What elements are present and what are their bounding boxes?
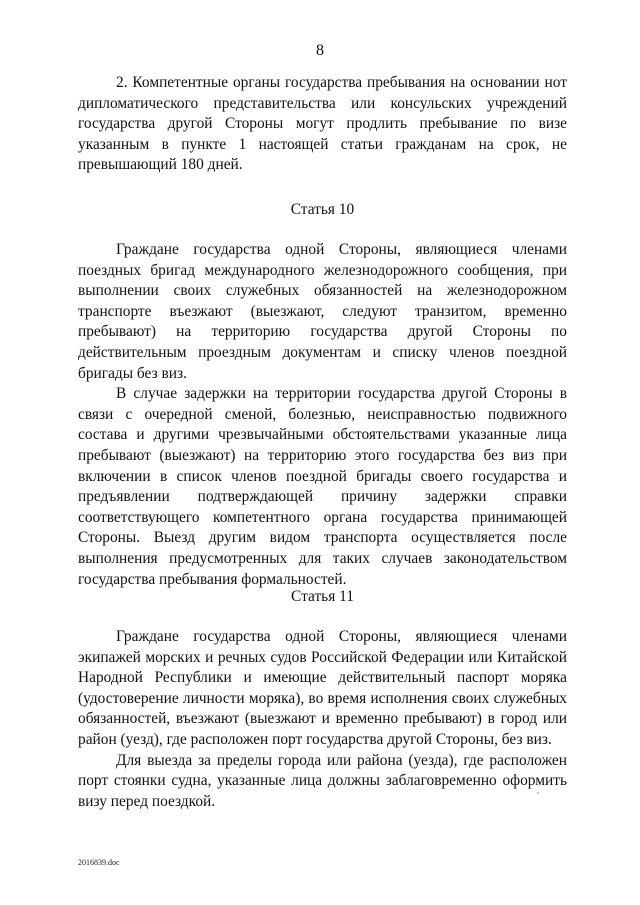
article-11-heading-block — [78, 587, 567, 608]
paragraph: Граждане государства одной Стороны, являющиеся членами поездных бригад международного железнодорожного сообщения, при выполнении своих служебных обязанностей на железнодорожном транспорте въезжают (выезжают, следуют транзитом, временно пребывают) на территорию государства другой Стороны по действительным проездным документам и списку членов поездной бригады без виз. — [78, 241, 567, 382]
article-11-body — [78, 627, 567, 812]
paragraph-block-top — [78, 73, 567, 176]
article-heading: Статья 11 — [291, 588, 354, 605]
page-number: 8 — [316, 42, 324, 59]
paragraph: Граждане государства одной Стороны, являющиеся членами экипажей морских и речных судов Российской Федерации или Китайской Народной Республики и имеющие действительный паспорт моряка (удостоверение личности моряка), во время исполнения своих служебных обязанностей, въезжают (выезжают и временно пребывают) в город или район (уезд), где расположен порт государства другой Стороны, без виз. — [78, 628, 567, 748]
scan-speck — [537, 792, 539, 794]
paragraph: Для выезда за пределы города или района (уезда), где расположен порт стоянки судна, указанные лица должны заблаговременно оформить визу перед поездкой. — [78, 751, 567, 810]
article-heading: Статья 10 — [290, 201, 355, 218]
file-name-footer: 2016839.doc — [78, 858, 120, 867]
paragraph: 2. Компетентные органы государства пребывания на основании нот дипломатического представительства или консульских учреждений государства другой Стороны могут продлить пребывание по визе указанным в пункте 1 настоящей статьи гражданам на срок, не превышающий 180 дней. — [78, 74, 567, 174]
article-10-body — [78, 240, 567, 590]
article-10-heading-block — [78, 200, 567, 221]
paragraph: В случае задержки на территории государства другой Стороны в связи с очередной сменой, болезнью, неисправностью подвижного состава и другими чрезвычайными обстоятельствами указанные лица пребывают (выезжают) на территорию этого государства без виз при включении в список членов поездной бригады своего государства и предъявлении подтверждающей причину задержки справки соответствующего компетентного органа государства принимающей Стороны. Выезд другим видом транспорта осуществляется после выполнения предусмотренных для таких случаев законодательством государства пребывания формальностей. — [78, 385, 567, 588]
